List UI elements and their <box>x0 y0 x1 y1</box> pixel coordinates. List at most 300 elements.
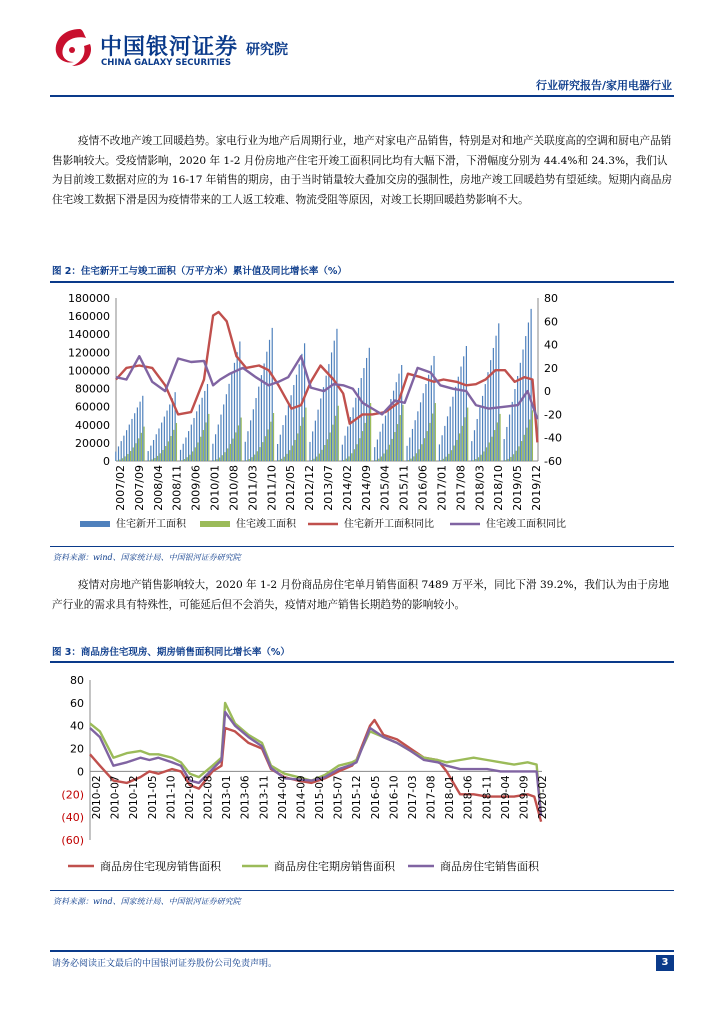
bar-new-start <box>382 424 383 461</box>
bar-completed <box>432 414 433 461</box>
bar-new-start <box>466 346 467 461</box>
x-tick-label: 2010/08 <box>227 465 241 511</box>
bar-new-start <box>164 417 165 461</box>
bar-completed <box>516 451 517 461</box>
bar-new-start <box>285 415 286 461</box>
bar-completed <box>281 459 282 461</box>
bar-completed <box>359 438 360 461</box>
bar-new-start <box>293 385 294 461</box>
bar-new-start <box>317 410 318 461</box>
bar-completed <box>203 430 204 461</box>
x-tick-label: 2011-10 <box>165 775 178 820</box>
bar-completed <box>429 423 430 461</box>
bar-new-start <box>495 336 496 461</box>
bar-new-start <box>433 356 434 461</box>
bar-completed <box>365 423 366 461</box>
bar-completed <box>394 432 395 461</box>
paragraph-2: 疫情对房地产销售影响较大，2020 年 1-2 月份商品房住宅单月销售面积 7489 万平米，同比下滑 39.2%，我们认为由于房地产行业的需求具有特殊性，可能延后但不会消失，疫情对地产销售长期趋势的影响较小。 <box>52 579 669 611</box>
bar-completed <box>518 446 519 461</box>
bar-completed <box>138 438 139 461</box>
bar-new-start <box>172 398 173 461</box>
bar-new-start <box>334 341 335 461</box>
bar-completed <box>348 456 349 461</box>
bar-completed <box>173 430 174 461</box>
bar-new-start <box>255 398 256 461</box>
bar-new-start <box>169 404 170 461</box>
bar-completed <box>143 427 144 461</box>
bar-completed <box>494 430 495 461</box>
bar-new-start <box>477 419 478 461</box>
y-tick-label: (60) <box>61 834 84 847</box>
bar-completed <box>224 452 225 461</box>
right-tick-label: 40 <box>544 338 558 352</box>
bar-completed <box>459 433 460 461</box>
bar-new-start <box>150 446 151 461</box>
bar-completed <box>532 410 533 461</box>
bar-new-start <box>460 367 461 461</box>
bar-new-start <box>369 348 370 461</box>
legend-label: 住宅新开工面积同比 <box>344 519 434 530</box>
bar-completed <box>454 446 455 461</box>
x-tick-label: 2013-11 <box>258 775 271 820</box>
bar-completed <box>510 457 511 461</box>
bar-completed <box>424 438 425 461</box>
bar-completed <box>486 447 487 461</box>
y-tick-label: 80 <box>70 674 84 687</box>
bar-new-start <box>269 340 270 461</box>
bar-completed <box>357 444 358 461</box>
figure-3-title: 图 3：商品房住宅现房、期房销售面积同比增长率（%） <box>52 647 290 658</box>
bar-new-start <box>220 415 221 461</box>
x-tick-label: 2016/06 <box>416 465 430 511</box>
bar-completed <box>324 445 325 461</box>
bar-new-start <box>231 373 232 461</box>
bar-completed <box>152 459 153 461</box>
x-tick-label: 2015-02 <box>314 775 326 820</box>
bar-completed <box>419 449 420 461</box>
bar-new-start <box>442 435 443 461</box>
bar-new-start <box>153 440 154 461</box>
left-tick-label: 140000 <box>68 328 110 342</box>
bar-completed <box>222 455 223 461</box>
left-tick-label: 40000 <box>75 418 110 432</box>
bar-completed <box>216 459 217 461</box>
bar-completed <box>149 460 150 461</box>
bar-completed <box>483 451 484 461</box>
bar-new-start <box>282 425 283 461</box>
bar-new-start <box>183 444 184 461</box>
bar-completed <box>524 435 525 461</box>
bar-new-start <box>347 426 348 461</box>
logo-english: CHINA GALAXY SECURITIES <box>101 58 232 68</box>
x-tick-label: 2019/12 <box>530 465 543 511</box>
bar-new-start <box>237 352 238 461</box>
x-tick-label: 2017/08 <box>454 465 468 511</box>
bar-new-start <box>301 354 302 461</box>
bar-new-start <box>202 398 203 461</box>
bar-completed <box>127 454 128 461</box>
bar-completed <box>259 447 260 461</box>
bar-completed <box>232 439 233 461</box>
bar-completed <box>227 448 228 461</box>
bar-new-start <box>406 446 407 461</box>
bar-new-start <box>479 408 480 461</box>
bar-new-start <box>161 423 162 461</box>
bar-completed <box>154 458 155 461</box>
bar-new-start <box>156 434 157 461</box>
x-tick-label: 2015/11 <box>397 465 411 511</box>
x-tick-label: 2015-12 <box>351 775 364 820</box>
bar-new-start <box>385 416 386 461</box>
bar-new-start <box>142 396 143 461</box>
bar-new-start <box>204 391 205 461</box>
bar-new-start <box>207 384 208 461</box>
bar-completed <box>427 431 428 461</box>
bar-completed <box>443 459 444 461</box>
bar-new-start <box>428 375 429 461</box>
bar-completed <box>508 459 509 461</box>
bar-new-start <box>258 387 259 461</box>
bar-new-start <box>223 404 224 461</box>
bar-new-start <box>401 365 402 461</box>
bar-new-start <box>509 415 510 461</box>
x-tick-label: 2011/03 <box>246 465 260 511</box>
bar-completed <box>386 450 387 461</box>
bar-new-start <box>296 375 297 461</box>
bar-completed <box>170 436 171 461</box>
bar-new-start <box>129 425 130 461</box>
bar-completed <box>354 449 355 461</box>
bar-new-start <box>444 426 445 461</box>
x-tick-label: 2019-04 <box>499 775 512 820</box>
left-tick-label: 20000 <box>75 436 110 450</box>
y-tick-label: 60 <box>70 696 84 710</box>
logo-chinese: 中国银河证券 <box>100 35 239 60</box>
bar-completed <box>313 459 314 461</box>
y-tick-label: 20 <box>70 742 84 756</box>
bar-completed <box>141 433 142 461</box>
x-tick-label: 2008/04 <box>151 465 165 511</box>
bar-new-start <box>215 434 216 461</box>
bar-completed <box>270 422 271 461</box>
x-tick-label: 2015-07 <box>332 775 345 820</box>
figure-2-chart <box>50 284 674 546</box>
x-tick-label: 2011-05 <box>146 775 159 820</box>
bar-completed <box>362 431 363 461</box>
bar-completed <box>195 447 196 461</box>
legend-label: 住宅竣工面积 <box>236 519 296 530</box>
bar-new-start <box>212 444 213 461</box>
bar-new-start <box>415 420 416 461</box>
bar-new-start <box>188 431 189 461</box>
bar-new-start <box>196 411 197 461</box>
footer-rule <box>50 950 674 952</box>
x-tick-label: 2018-06 <box>462 775 475 820</box>
bar-completed <box>410 459 411 461</box>
x-tick-label: 2016-10 <box>388 775 401 820</box>
legend-swatch <box>200 521 230 527</box>
bar-completed <box>165 446 166 461</box>
bar-new-start <box>323 387 324 461</box>
page-number: 3 <box>656 955 674 971</box>
bar-new-start <box>450 407 451 461</box>
bar-completed <box>505 460 506 461</box>
figure-2-rule <box>50 281 674 283</box>
bar-new-start <box>309 442 310 461</box>
x-tick-label: 2019-09 <box>518 775 531 820</box>
bar-completed <box>168 441 169 461</box>
bar-new-start <box>121 441 122 461</box>
legend-label: 商品房住宅销售面积 <box>440 860 539 873</box>
bar-completed <box>135 443 136 461</box>
bar-completed <box>521 441 522 461</box>
bar-new-start <box>471 441 472 461</box>
bar-completed <box>184 459 185 461</box>
bar-new-start <box>328 364 329 461</box>
bar-new-start <box>288 405 289 461</box>
right-tick-label: -20 <box>544 408 562 422</box>
bar-completed <box>230 444 231 461</box>
bar-completed <box>265 436 266 461</box>
bar-completed <box>300 426 301 461</box>
bar-completed <box>192 451 193 461</box>
bar-completed <box>513 454 514 461</box>
bar-completed <box>176 423 177 461</box>
bar-new-start <box>355 398 356 461</box>
bar-new-start <box>199 405 200 461</box>
bar-new-start <box>115 452 116 461</box>
bar-new-start <box>331 352 332 461</box>
bar-completed <box>181 460 182 461</box>
bar-completed <box>268 429 269 461</box>
bar-completed <box>119 460 120 461</box>
bar-completed <box>273 413 274 461</box>
bar-completed <box>381 457 382 461</box>
bar-new-start <box>247 431 248 461</box>
bar-completed <box>303 417 304 461</box>
bar-completed <box>319 454 320 461</box>
bar-completed <box>351 453 352 461</box>
bar-new-start <box>226 394 227 461</box>
footer-disclaimer: 请务必阅读正文最后的中国银河证券股份公司免责声明。 <box>52 959 278 969</box>
bar-completed <box>122 458 123 461</box>
bar-completed <box>435 403 436 461</box>
bar-new-start <box>118 446 119 461</box>
bar-completed <box>343 460 344 461</box>
y-tick-label: 40 <box>70 719 84 733</box>
bar-completed <box>257 451 258 461</box>
bar-completed <box>187 457 188 461</box>
bar-completed <box>475 459 476 461</box>
right-tick-label: 60 <box>544 315 558 329</box>
left-tick-label: 80000 <box>75 382 110 396</box>
bar-new-start <box>398 374 399 461</box>
bar-new-start <box>377 440 378 461</box>
bar-new-start <box>498 323 499 461</box>
bar-new-start <box>312 431 313 461</box>
galaxy-logo-icon <box>50 26 96 68</box>
bar-new-start <box>493 348 494 461</box>
bar-new-start <box>485 384 486 461</box>
figure-2-source: 资料来源：wind、国家统计局、中国银河证券研究院 <box>53 553 241 562</box>
bar-completed <box>214 460 215 461</box>
x-tick-label: 2010-02 <box>91 775 103 820</box>
bar-completed <box>316 457 317 461</box>
x-tick-label: 2012/12 <box>303 465 317 511</box>
x-tick-label: 2010-07 <box>109 775 122 820</box>
x-tick-label: 2009/06 <box>189 465 203 511</box>
bar-completed <box>451 450 452 461</box>
bar-new-start <box>158 428 159 461</box>
bar-completed <box>238 425 239 461</box>
bar-new-start <box>531 309 532 461</box>
bar-new-start <box>261 375 262 461</box>
bar-new-start <box>123 436 124 461</box>
bar-completed <box>219 458 220 461</box>
bar-new-start <box>180 450 181 461</box>
bar-new-start <box>191 425 192 461</box>
x-tick-label: 2014-09 <box>295 775 308 820</box>
bar-new-start <box>253 409 254 461</box>
bar-new-start <box>522 349 523 461</box>
bar-completed <box>206 422 207 461</box>
left-tick-label: 60000 <box>75 400 110 414</box>
bar-new-start <box>409 437 410 461</box>
bar-completed <box>130 451 131 461</box>
x-tick-label: 2012/05 <box>284 465 298 511</box>
bar-completed <box>125 456 126 461</box>
figure-3-bottom-rule <box>50 890 674 891</box>
bar-new-start <box>374 447 375 461</box>
bar-completed <box>289 450 290 461</box>
figure-2-bottom-rule <box>50 546 674 547</box>
bar-completed <box>292 446 293 461</box>
bar-completed <box>117 460 118 461</box>
legend-label: 商品房住宅期房销售面积 <box>274 860 395 873</box>
bar-completed <box>383 454 384 461</box>
bar-completed <box>335 416 336 461</box>
bar-new-start <box>353 407 354 461</box>
right-tick-label: 0 <box>544 385 551 399</box>
bar-new-start <box>396 382 397 461</box>
bar-new-start <box>315 421 316 461</box>
bar-new-start <box>280 435 281 461</box>
right-tick-label: -60 <box>544 455 562 468</box>
x-tick-label: 2008/11 <box>170 465 184 511</box>
legend-label: 住宅新开工面积 <box>116 519 186 530</box>
bar-new-start <box>514 389 515 461</box>
x-tick-label: 2007/09 <box>132 465 146 511</box>
x-tick-label: 2019/05 <box>511 465 525 511</box>
bar-completed <box>338 406 339 461</box>
bar-completed <box>262 442 263 461</box>
bar-completed <box>375 460 376 461</box>
bar-new-start <box>134 413 135 461</box>
bar-new-start <box>412 429 413 461</box>
x-tick-label: 2014/02 <box>340 465 354 511</box>
legend-swatch <box>80 521 110 527</box>
x-tick-label: 2012-08 <box>202 775 215 820</box>
bar-new-start <box>344 436 345 461</box>
bar-completed <box>235 432 236 461</box>
bar-new-start <box>423 393 424 461</box>
bar-new-start <box>506 427 507 461</box>
bar-new-start <box>218 425 219 461</box>
figure-3-rule <box>50 661 674 663</box>
x-tick-label: 2018/10 <box>492 465 506 511</box>
bar-new-start <box>336 329 337 461</box>
bar-completed <box>249 459 250 461</box>
bar-completed <box>446 457 447 461</box>
bar-new-start <box>517 376 518 461</box>
left-tick-label: 100000 <box>68 364 110 378</box>
bar-new-start <box>250 420 251 461</box>
bar-completed <box>397 424 398 461</box>
report-type: 行业研究报告/家用电器行业 <box>535 79 672 92</box>
x-tick-label: 2018-11 <box>481 775 494 820</box>
bar-completed <box>189 455 190 461</box>
bar-new-start <box>417 411 418 461</box>
bar-completed <box>330 432 331 461</box>
bar-new-start <box>166 411 167 461</box>
x-tick-label: 2014/09 <box>359 465 373 511</box>
y-tick-label: 0 <box>77 765 84 779</box>
x-tick-label: 2013/07 <box>322 465 335 511</box>
bar-completed <box>408 460 409 461</box>
bar-completed <box>367 414 368 461</box>
bar-completed <box>472 460 473 461</box>
x-tick-label: 2013-06 <box>239 775 252 820</box>
bar-completed <box>462 426 463 461</box>
bar-completed <box>160 453 161 461</box>
bar-completed <box>467 408 468 461</box>
bar-completed <box>197 442 198 461</box>
bar-completed <box>499 414 500 461</box>
bar-completed <box>297 433 298 461</box>
x-tick-label: 2016-05 <box>369 775 382 820</box>
x-tick-label: 2011/10 <box>265 465 279 511</box>
bar-completed <box>157 456 158 461</box>
bar-completed <box>327 439 328 461</box>
bar-completed <box>254 455 255 461</box>
bar-new-start <box>512 402 513 461</box>
bar-new-start <box>245 442 246 461</box>
bar-completed <box>278 460 279 461</box>
bar-completed <box>402 405 403 461</box>
x-tick-label: 2010/01 <box>208 465 222 511</box>
bar-new-start <box>447 416 448 461</box>
bar-completed <box>413 456 414 461</box>
bar-new-start <box>148 451 149 461</box>
bar-new-start <box>304 343 305 461</box>
bar-completed <box>481 455 482 461</box>
bar-new-start <box>388 407 389 461</box>
bar-completed <box>378 459 379 461</box>
bar-completed <box>321 450 322 461</box>
figure-3-chart <box>50 664 674 888</box>
bar-new-start <box>264 363 265 461</box>
bar-completed <box>440 460 441 461</box>
bar-new-start <box>525 336 526 461</box>
bar-new-start <box>463 356 464 461</box>
bar-new-start <box>228 384 229 461</box>
bar-new-start <box>185 438 186 461</box>
bar-completed <box>305 408 306 461</box>
x-tick-label: 2017/01 <box>435 465 449 511</box>
x-tick-label: 2012-03 <box>183 775 196 820</box>
left-tick-label: 180000 <box>68 292 110 305</box>
x-tick-label: 2013-01 <box>221 775 234 820</box>
